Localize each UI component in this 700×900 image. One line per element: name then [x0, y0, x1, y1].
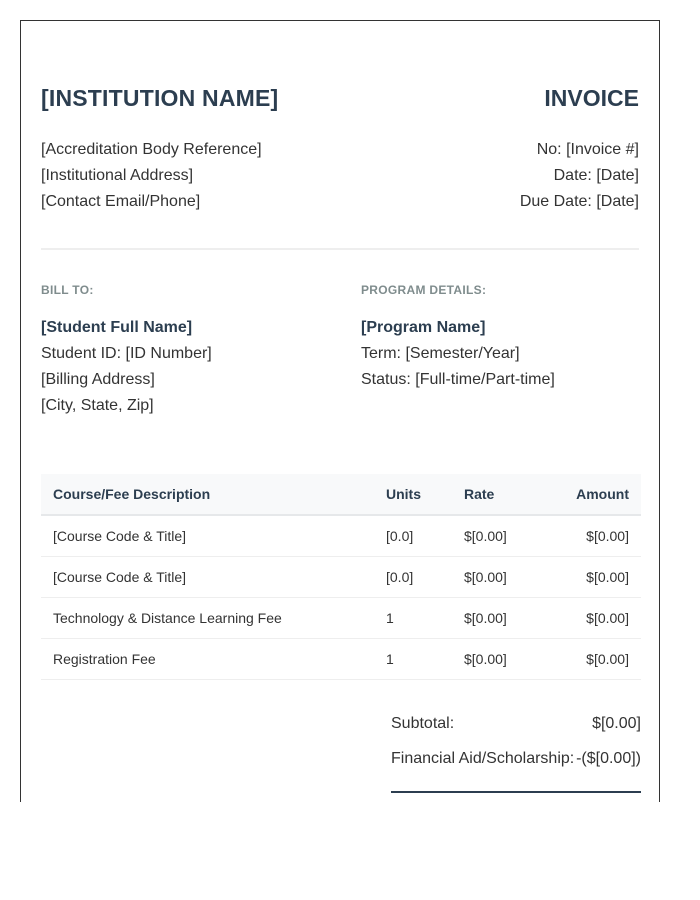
- invoice-title: INVOICE: [544, 85, 639, 111]
- table-row: [41, 638, 641, 679]
- billing-city-state-zip: [City, State, Zip]: [41, 397, 154, 414]
- column-header-units: Units: [374, 474, 452, 515]
- totals-block: [391, 715, 641, 785]
- invoice-page: [20, 20, 660, 802]
- invoice-date: Date: [Date]: [553, 167, 639, 184]
- line-items-table: [41, 474, 641, 680]
- student-name: [Student Full Name]: [41, 319, 193, 336]
- item-rate: $[0.00]: [452, 597, 552, 638]
- student-id: Student ID: [ID Number]: [41, 345, 212, 362]
- column-header-rate: Rate: [452, 474, 552, 515]
- invoice-content: [41, 21, 639, 802]
- program-details-block: [361, 315, 555, 393]
- item-rate: $[0.00]: [452, 515, 552, 556]
- item-description: [Course Code & Title]: [41, 515, 374, 556]
- item-amount: $[0.00]: [552, 597, 641, 638]
- table-row: [41, 515, 641, 556]
- invoice-number: No: [Invoice #]: [536, 141, 639, 158]
- program-name: [Program Name]: [361, 319, 486, 336]
- item-units: 1: [374, 597, 452, 638]
- column-header-amount: Amount: [552, 474, 641, 515]
- item-description: [Course Code & Title]: [41, 556, 374, 597]
- financial-aid-row: [391, 750, 641, 785]
- item-units: 1: [374, 638, 452, 679]
- item-amount: $[0.00]: [552, 515, 641, 556]
- subtotal-label: Subtotal:: [391, 715, 455, 732]
- column-header-description: Course/Fee Description: [41, 474, 374, 515]
- table-header-row: [41, 474, 641, 515]
- item-description: Registration Fee: [41, 638, 374, 679]
- header-divider: [41, 248, 639, 250]
- subtotal-value: $[0.00]: [592, 715, 641, 732]
- subtotal-row: [391, 715, 641, 750]
- institution-address: [Institutional Address]: [41, 167, 194, 184]
- item-units: [0.0]: [374, 556, 452, 597]
- program-term: Term: [Semester/Year]: [361, 345, 520, 362]
- item-rate: $[0.00]: [452, 556, 552, 597]
- item-amount: $[0.00]: [552, 556, 641, 597]
- invoice-meta: [520, 137, 639, 215]
- institution-name: [INSTITUTION NAME]: [41, 85, 279, 111]
- program-status: Status: [Full-time/Part-time]: [361, 371, 555, 388]
- program-details-label: PROGRAM DETAILS:: [361, 283, 487, 297]
- item-amount: $[0.00]: [552, 638, 641, 679]
- institution-details: [41, 137, 262, 215]
- item-description: Technology & Distance Learning Fee: [41, 597, 374, 638]
- totals-rule: [391, 791, 641, 793]
- accreditation-reference: [Accreditation Body Reference]: [41, 141, 262, 158]
- table-row: [41, 597, 641, 638]
- institution-contact: [Contact Email/Phone]: [41, 193, 201, 210]
- table-row: [41, 556, 641, 597]
- invoice-due-date: Due Date: [Date]: [519, 193, 639, 210]
- billing-address: [Billing Address]: [41, 371, 155, 388]
- bill-to-label: BILL TO:: [41, 283, 94, 297]
- item-rate: $[0.00]: [452, 638, 552, 679]
- financial-aid-value: -($[0.00]): [576, 750, 641, 767]
- item-units: [0.0]: [374, 515, 452, 556]
- financial-aid-label: Financial Aid/Scholarship:: [391, 750, 575, 767]
- bill-to-block: [41, 315, 212, 419]
